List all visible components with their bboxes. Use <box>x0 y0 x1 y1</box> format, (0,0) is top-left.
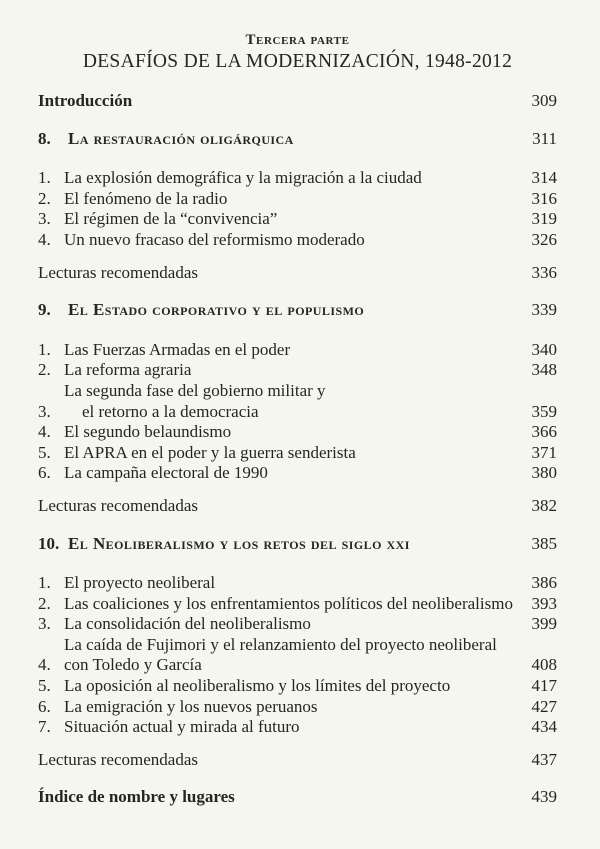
entry-title <box>64 230 532 251</box>
entry-number: 5. <box>38 676 51 696</box>
entry-page-number: 339 <box>531 300 557 320</box>
entry-title-line1: Un nuevo fracaso del reformismo moderado <box>64 229 365 249</box>
entry-page-number: 382 <box>531 495 557 515</box>
entry-page-number: 371 <box>531 442 557 462</box>
entry-page-number: 326 <box>531 229 557 249</box>
entry-title-line1: Situación actual y mirada al futuro <box>64 717 300 737</box>
entry-title <box>64 340 532 361</box>
entry-page-number: 311 <box>532 128 557 148</box>
entry-title <box>64 360 532 381</box>
entry-title <box>64 443 532 464</box>
entry-page-number: 393 <box>531 593 557 613</box>
toc-entry <box>38 635 557 676</box>
toc-entry <box>38 443 557 464</box>
entry-title <box>38 750 532 771</box>
entry-title-line1: La caída de Fujimori y el relanzamiento del proyecto neoliberal <box>64 634 497 654</box>
entry-title <box>64 209 532 230</box>
entry-title-line1: El régimen de la “convivencia” <box>64 209 278 229</box>
entry-page-number: 386 <box>531 573 557 593</box>
entry-title <box>64 381 532 422</box>
entry-page-number: 399 <box>531 614 557 634</box>
toc-entry <box>38 573 557 594</box>
entry-page-number: 427 <box>531 696 557 716</box>
entry-title <box>68 534 532 555</box>
entry-title-line1: Índice de nombre y lugares <box>38 787 235 807</box>
entry-page-number: 348 <box>531 360 557 380</box>
toc-entry <box>38 496 557 517</box>
entry-number: 2. <box>38 188 51 208</box>
entry-page-number: 437 <box>531 749 557 769</box>
entry-title-line1: La reforma agraria <box>64 360 192 380</box>
toc-entry <box>38 189 557 210</box>
entry-title <box>38 496 532 517</box>
toc-entry <box>38 91 557 112</box>
entry-title-line1: El APRA en el poder y la guerra senderista <box>64 442 356 462</box>
toc-entry <box>38 594 557 615</box>
entry-title <box>64 717 532 738</box>
entry-title-line2: con Toledo y García <box>64 655 202 675</box>
entry-number: 10. <box>38 533 60 553</box>
entry-title <box>64 697 532 718</box>
entry-title-line1: El proyecto neoliberal <box>64 573 216 593</box>
toc-entry <box>38 129 557 150</box>
entry-number: 6. <box>38 696 51 716</box>
entry-title-line1: La emigración y los nuevos peruanos <box>64 696 318 716</box>
entry-title <box>64 614 532 635</box>
entry-number: 4. <box>38 422 51 442</box>
toc-entry <box>38 230 557 251</box>
entry-title <box>64 189 532 210</box>
part-title: DESAFÍOS DE LA MODERNIZACIÓN, 1948-2012 <box>82 51 513 72</box>
entry-title-line1: La oposición al neoliberalismo y los límites del proyecto <box>64 676 451 696</box>
entry-title-line1: Introducción <box>38 91 133 110</box>
entry-number: 1. <box>38 339 51 359</box>
entry-title <box>64 635 532 676</box>
entry-number: 2. <box>38 593 51 613</box>
entry-number: 4. <box>38 229 51 249</box>
entry-page-number: 314 <box>531 168 557 188</box>
toc-entry <box>38 697 557 718</box>
entry-page-number: 366 <box>531 422 557 442</box>
entry-title-line1: El Estado corporativo y el populismo <box>68 300 365 320</box>
entry-title <box>68 300 532 321</box>
toc-entry <box>38 676 557 697</box>
toc-entry <box>38 534 557 555</box>
toc-entry <box>38 263 557 284</box>
entry-title-line2: el retorno a la democracia <box>82 401 259 421</box>
entry-page-number: 316 <box>531 188 557 208</box>
entry-title <box>64 168 532 189</box>
toc-entry <box>38 300 557 321</box>
entry-number: 1. <box>38 168 51 188</box>
entry-title-line1: La explosión demográfica y la migración a la ciudad <box>64 168 422 188</box>
entry-title-line1: Las Fuerzas Armadas en el poder <box>64 339 291 359</box>
entry-number: 4. <box>38 655 51 675</box>
entry-title <box>64 463 532 484</box>
entry-number: 9. <box>38 300 51 320</box>
part-label: Tercera parte <box>245 32 350 48</box>
entry-title-line1: Lecturas recomendadas <box>38 495 198 515</box>
entry-number: 5. <box>38 442 51 462</box>
entry-page-number: 434 <box>531 717 557 737</box>
toc-entry <box>38 614 557 635</box>
entry-title-line1: La restauración oligárquica <box>68 128 294 148</box>
entry-page-number: 336 <box>531 262 557 282</box>
entry-page-number: 439 <box>531 787 557 807</box>
entry-title-line1: El fenómeno de la radio <box>64 188 228 208</box>
entry-title-line1: Lecturas recomendadas <box>38 749 198 769</box>
entry-title <box>64 422 532 443</box>
entry-title-line1: La segunda fase del gobierno militar y <box>64 380 326 400</box>
entry-number: 7. <box>38 717 51 737</box>
entry-page-number: 359 <box>531 401 557 421</box>
entry-title <box>38 787 532 808</box>
toc-entry <box>38 787 557 808</box>
entry-number: 6. <box>38 463 51 483</box>
toc-entry <box>38 209 557 230</box>
toc-entry <box>38 463 557 484</box>
entry-page-number: 385 <box>531 533 557 553</box>
entry-title <box>64 573 532 594</box>
entry-number: 3. <box>38 209 51 229</box>
table-of-contents <box>38 91 557 808</box>
toc-entry <box>38 168 557 189</box>
toc-entry <box>38 340 557 361</box>
toc-entry <box>38 422 557 443</box>
entry-page-number: 408 <box>531 655 557 675</box>
entry-number: 8. <box>38 128 51 148</box>
toc-entry <box>38 381 557 422</box>
entry-page-number: 319 <box>531 209 557 229</box>
entry-number: 3. <box>38 614 51 634</box>
entry-title <box>64 676 532 697</box>
toc-entry <box>38 750 557 771</box>
entry-title <box>64 594 532 615</box>
entry-page-number: 340 <box>531 339 557 359</box>
entry-number: 3. <box>38 401 51 421</box>
entry-title-line1: El Neoliberalismo y los retos del siglo xxi <box>68 533 410 553</box>
entry-title <box>68 129 532 150</box>
entry-title <box>38 91 532 112</box>
entry-number: 2. <box>38 360 51 380</box>
entry-number: 1. <box>38 573 51 593</box>
entry-title-line1: El segundo belaundismo <box>64 422 232 442</box>
entry-page-number: 380 <box>531 463 557 483</box>
toc-entry <box>38 717 557 738</box>
entry-page-number: 309 <box>531 91 557 110</box>
entry-page-number: 417 <box>531 676 557 696</box>
entry-title-line1: Lecturas recomendadas <box>38 262 198 282</box>
entry-title-line1: La campaña electoral de 1990 <box>64 463 268 483</box>
entry-title <box>38 263 532 284</box>
entry-title-line1: La consolidación del neoliberalismo <box>64 614 311 634</box>
toc-entry <box>38 360 557 381</box>
entry-title-line1: Las coaliciones y los enfrentamientos políticos del neoliberalismo <box>64 593 513 613</box>
